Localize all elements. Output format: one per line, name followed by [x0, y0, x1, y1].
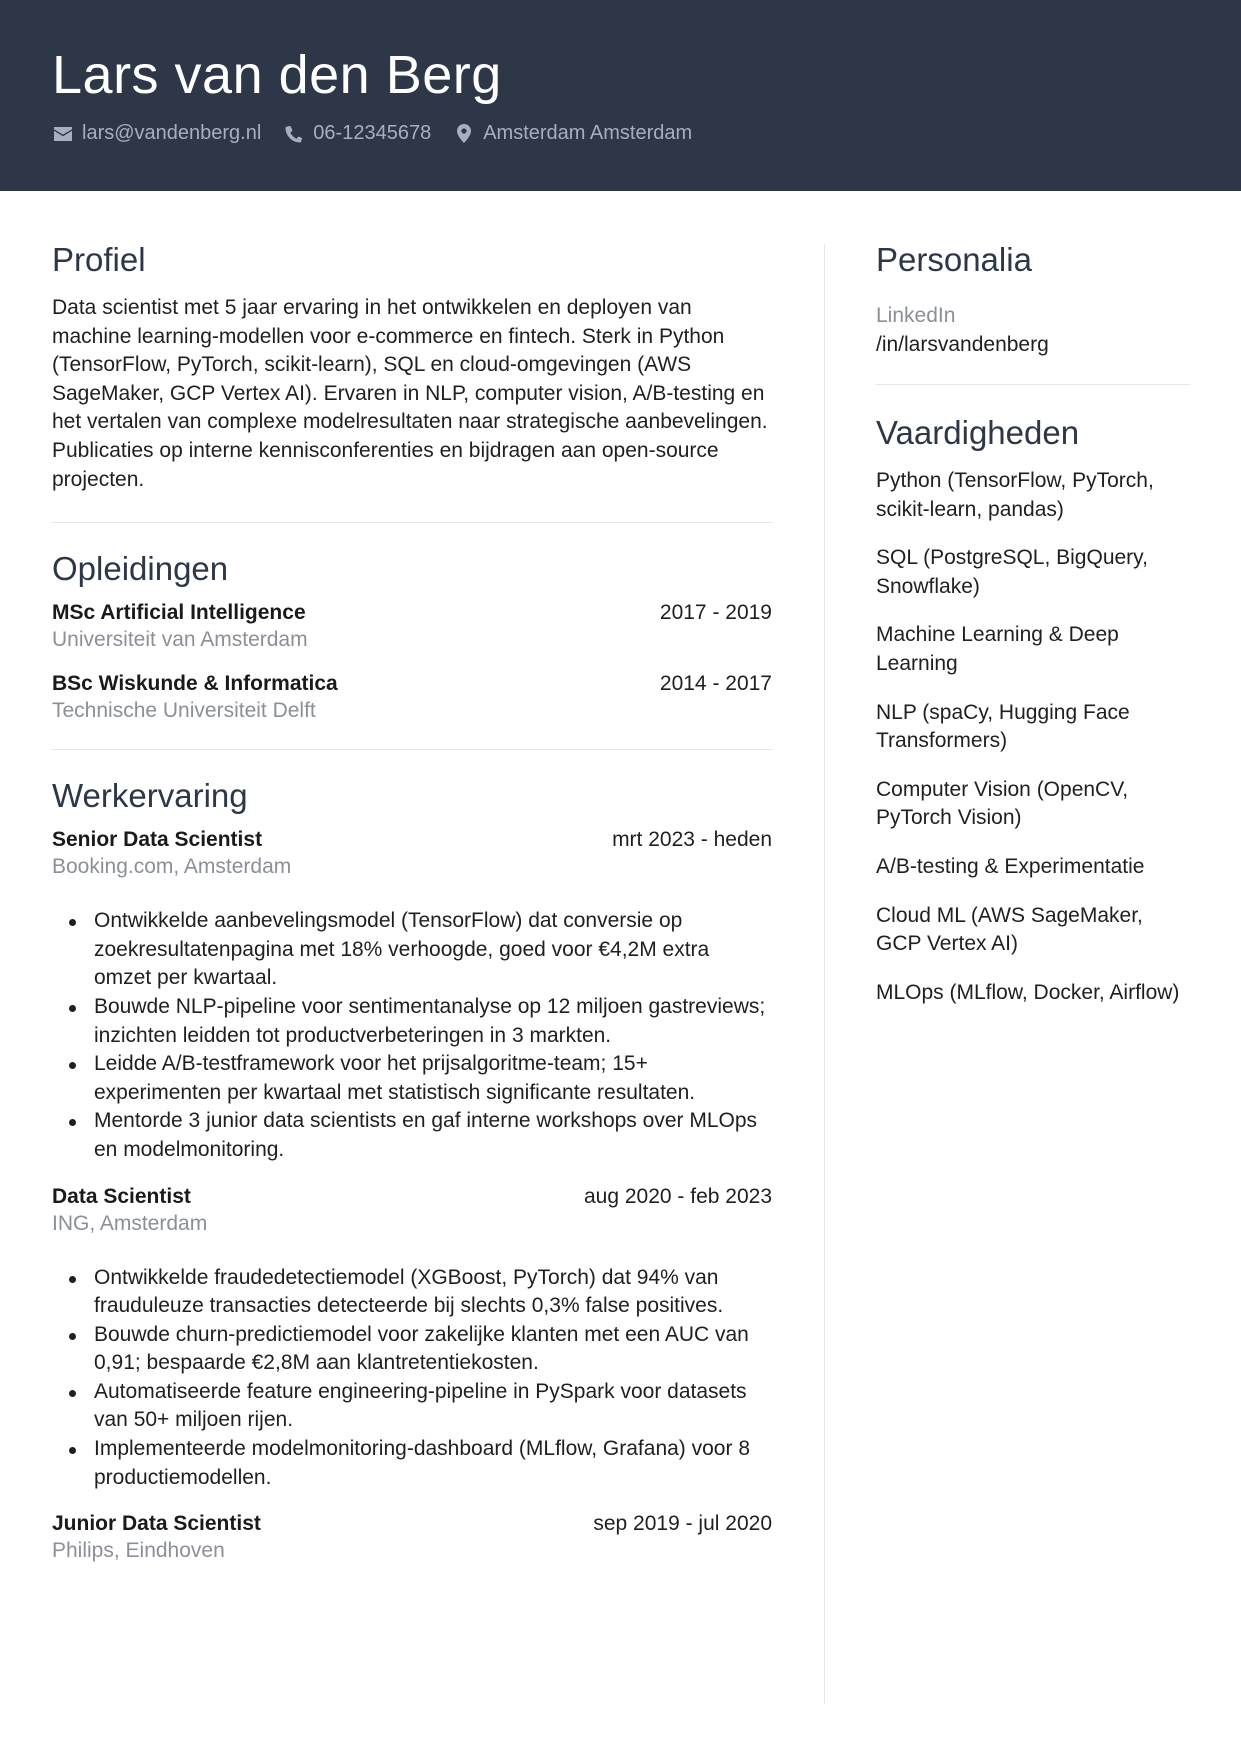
- job-bullets: [52, 907, 772, 1164]
- section-title-personal: Personalia: [876, 241, 1032, 278]
- degree-title: MSc Artificial Intelligence: [52, 601, 306, 625]
- skill-item: A/B-testing & Experimentatie: [876, 854, 1145, 878]
- resume-header: [0, 0, 1241, 191]
- job-item: [52, 1512, 772, 1565]
- list-item: Ontwikkelde fraudedetectiemodel (XGBoost, PyTorch) dat 94% van frauduleuze transacties detecteerde bij slechts 0,3% false positives.: [52, 1264, 772, 1321]
- job-role: Junior Data Scientist: [52, 1512, 261, 1536]
- school-name: Technische Universiteit Delft: [52, 699, 316, 723]
- column-divider: [824, 244, 825, 1704]
- job-item: [52, 1185, 772, 1493]
- map-marker-icon: [453, 123, 475, 145]
- location-text: Amsterdam Amsterdam: [483, 122, 693, 144]
- education-section: [52, 549, 772, 725]
- job-dates: sep 2019 - jul 2020: [593, 1512, 772, 1536]
- list-item: Automatiseerde feature engineering-pipeline in PySpark voor datasets van 50+ miljoen rijen.: [52, 1378, 772, 1435]
- education-item: [52, 672, 772, 725]
- contact-email[interactable]: [52, 122, 261, 145]
- job-item: [52, 828, 772, 1164]
- contact-info: [52, 122, 714, 145]
- section-title-skills: Vaardigheden: [876, 414, 1080, 451]
- profile-text: Data scientist met 5 jaar ervaring in het ontwikkelen en deployen van machine learning-modellen voor e-commerce en fintech. Sterk in Python (TensorFlow, PyTorch, scikit-learn), SQL en cloud-omgevingen (AWS SageMaker, GCP Vertex AI). Ervaren in NLP, computer vision, A/B-testing en het vertalen van complexe modelresultaten naar strategische aanbevelingen. Publicaties op interne kennisconferenties en bijdragen aan open-source projecten.: [52, 296, 768, 491]
- school-name: Universiteit van Amsterdam: [52, 628, 308, 652]
- sidebar-column: [876, 240, 1190, 1027]
- job-role: Senior Data Scientist: [52, 828, 263, 852]
- degree-dates: 2014 - 2017: [659, 672, 772, 696]
- job-role: Data Scientist: [52, 1184, 191, 1208]
- list-item: Mentorde 3 junior data scientists en gaf interne workshops over MLOps en modelmonitoring.: [52, 1107, 772, 1164]
- skill-item: Computer Vision (OpenCV, PyTorch Vision): [876, 777, 1129, 830]
- skill-item: Cloud ML (AWS SageMaker, GCP Vertex AI): [876, 903, 1143, 956]
- skills-list: [876, 467, 1190, 1007]
- skill-item: MLOps (MLflow, Docker, Airflow): [876, 980, 1180, 1004]
- personal-section: [876, 240, 1190, 360]
- job-company: Philips, Eindhoven: [52, 1539, 225, 1563]
- list-item: Leidde A/B-testframework voor het prijsalgoritme-team; 15+ experimenten per kwartaal met statistisch significante resultaten.: [52, 1050, 772, 1107]
- degree-title: BSc Wiskunde & Informatica: [52, 672, 338, 696]
- candidate-name: Lars van den Berg: [52, 45, 502, 105]
- skill-item: Python (TensorFlow, PyTorch, scikit-learn, pandas): [876, 469, 1154, 521]
- education-item: [52, 601, 772, 654]
- section-title-experience: Werkervaring: [52, 777, 248, 815]
- email-text: lars@vandenberg.nl: [82, 122, 262, 144]
- skills-section: [876, 413, 1190, 1007]
- linkedin-link[interactable]: /in/larsvandenberg: [876, 333, 1049, 356]
- section-divider: [876, 384, 1190, 385]
- skill-item: NLP (spaCy, Hugging Face Transformers): [876, 700, 1130, 753]
- list-item: Ontwikkelde aanbevelingsmodel (TensorFlow) dat conversie op zoekresultatenpagina met 18% verhoogde, goed voor €4,2M extra omzet per kwartaal.: [52, 907, 772, 993]
- contact-location: [453, 122, 692, 145]
- linkedin-label: LinkedIn: [876, 304, 956, 327]
- main-column: [52, 240, 772, 1565]
- section-title-profile: Profiel: [52, 241, 146, 278]
- skill-item: SQL (PostgreSQL, BigQuery, Snowflake): [876, 546, 1148, 598]
- phone-icon: [283, 123, 305, 145]
- degree-dates: 2017 - 2019: [659, 601, 772, 625]
- skill-item: Machine Learning & Deep Learning: [876, 623, 1119, 675]
- section-title-education: Opleidingen: [52, 550, 229, 588]
- list-item: Bouwde NLP-pipeline voor sentimentanalyse op 12 miljoen gastreviews; inzichten leidden tot productverbeteringen in 3 markten.: [52, 993, 772, 1050]
- job-company: Booking.com, Amsterdam: [52, 855, 292, 879]
- contact-phone[interactable]: [283, 122, 431, 145]
- section-divider: [52, 749, 772, 750]
- section-divider: [52, 522, 772, 523]
- profile-section: [52, 240, 772, 494]
- envelope-icon: [52, 123, 74, 145]
- job-bullets: [52, 1264, 772, 1493]
- job-dates: aug 2020 - feb 2023: [584, 1184, 772, 1208]
- job-company: ING, Amsterdam: [52, 1211, 208, 1235]
- job-dates: mrt 2023 - heden: [612, 828, 772, 852]
- list-item: Bouwde churn-predictiemodel voor zakelijke klanten met een AUC van 0,91; bespaarde €2,8M aan klantretentiekosten.: [52, 1321, 772, 1378]
- list-item: Implementeerde modelmonitoring-dashboard (MLflow, Grafana) voor 8 productiemodellen.: [52, 1435, 772, 1492]
- experience-section: [52, 776, 772, 1565]
- phone-text: 06-12345678: [313, 122, 432, 144]
